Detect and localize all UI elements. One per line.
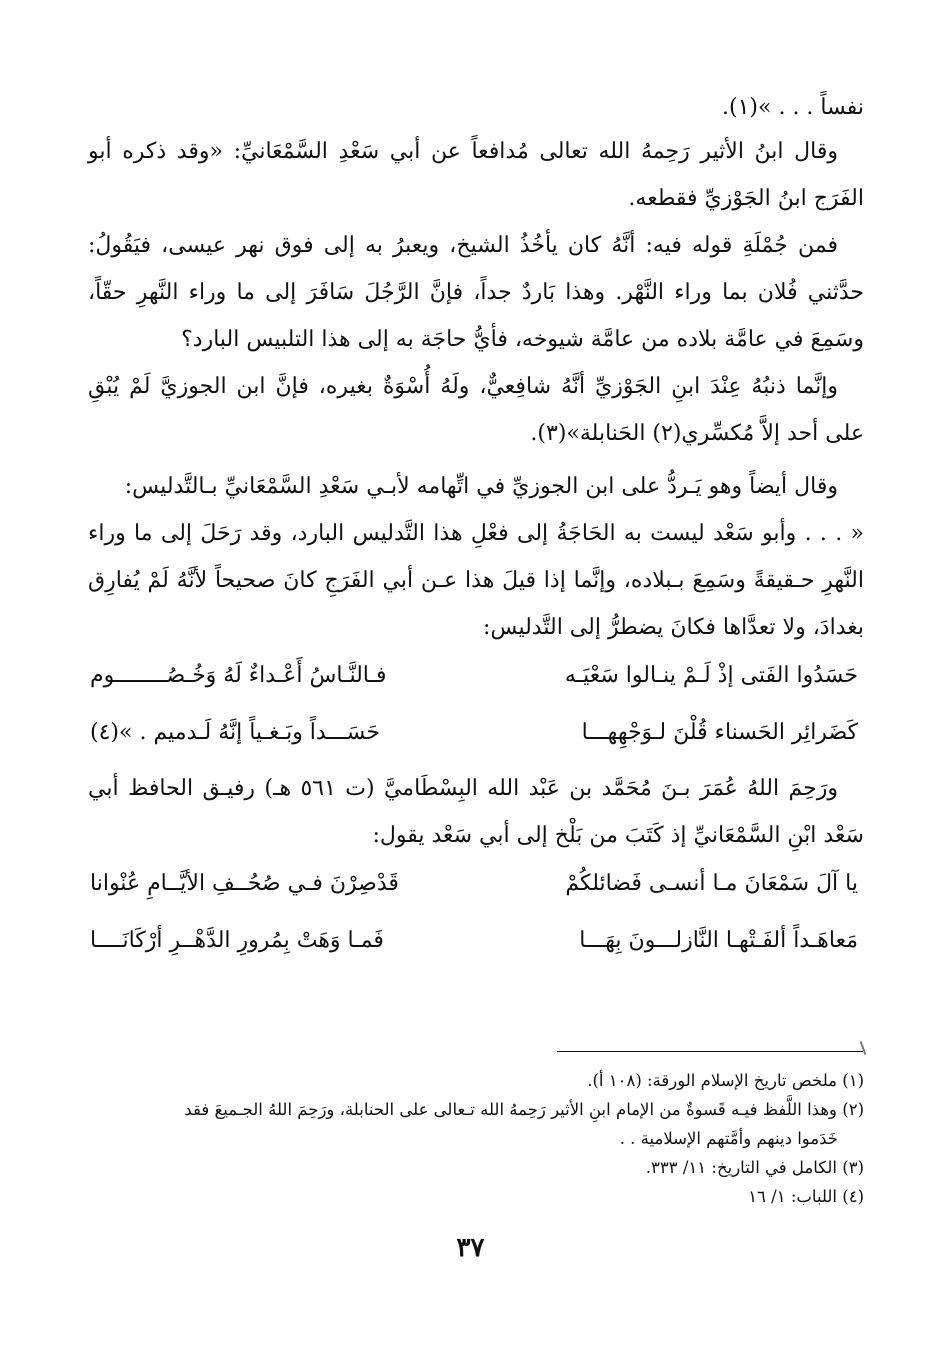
verse-line-2 — [88, 708, 864, 765]
paragraph-2: وقال ابنُ الأثير رَحِمهُ الله تعالى مُدافعاً عن أبي سَعْدِ السَّمْعَانيِّ: «وقد ذكره أبو الفَرَج ابنُ الجَوْزيِّ فقطعه. — [88, 139, 864, 211]
verse-hemistich: مَعاهَـداً ألفَـتْهـا النَّازلـــونَ بِهَـــا — [579, 928, 858, 953]
verse-line-1 — [88, 651, 864, 708]
verse-hemistich: كَضَرائِر الحَسناء قُلْنَ لـوَجْهِهـــا — [581, 720, 858, 745]
paragraph-1: نفساً . . . »(١). — [722, 95, 864, 120]
footnotes — [88, 1066, 864, 1211]
footnote-2: (٢) وهذا اللَّفظ فيـه قَسوةٌ من الإمام ابنِ الأثير رَحِمهُ الله تـعالى على الحنابلة، ورَحِمَ اللهُ الجـميعَ فقد — [184, 1100, 864, 1119]
verse-hemistich: فـالنَّـاسُ أَعْـداءٌ لَهُ وَخُـصُــــــــوم — [90, 663, 387, 688]
verse-hemistich: حَسَـــداً وبَـغـياً إنَّهُ لَـدميم . »(٤) — [90, 720, 381, 745]
footnote-1: (١) ملخص تاريخ الإسلام الورقة: (١٠٨ أ). — [587, 1071, 864, 1090]
paragraph-6: « . . . وأبو سَعْد ليست به الحَاجَةُ إلى فعْلِ هذا التَّدليس البارد، وقد رَحَلَ إلى ما وراء النَّهرِ حـقيقةً وسَمِعَ بـبلاده، وإنَّما إذا قيلَ هذا عـن أبي الفَرَجِ كانَ صحيحاً لأنَّهُ لَمْ يُفارِق بغدادَ، ولا تعدَّاها فكانَ يضطرُّ إلى التَّدليس: — [88, 521, 864, 640]
footnote-separator — [557, 1051, 863, 1052]
paragraph-7: ورَحِمَ اللهُ عُمَرَ بـنَ مُحَمَّد بن عَبْد الله البِسْطَاميَّ (ت ٥٦١ هـ) رفيـق الحافظ أبي سَعْد ابْنِ السَّمْعَانيِّ إذ كَتَبَ من بَلْخ إلى أبي سَعْد يقول: — [88, 776, 864, 848]
verse-hemistich: حَسَدُوا الفَتى إذْ لَـمْ ينـالوا سَعْيَـه — [564, 663, 858, 688]
page-number: ٣٧ — [456, 1233, 485, 1263]
paragraph-4: وإنَّما ذنبُهُ عِنْدَ ابنِ الجَوْزيِّ أنَّهُ شافِعيٌّ، ولَهُ أُسْوَةٌ بغيره، فإنَّ ابن الجوزيَّ لَمْ يُبْقِ على أحد إلاَّ مُكسِّري(٢) الحَنابلة»(٣). — [88, 374, 864, 446]
footnote-3: (٣) الكامل في التاريخ: ١١/ ٣٣٣. — [645, 1158, 864, 1177]
footnote-2-continued: خَدَموا دينهم وأمَّتهم الإسلامية . . — [619, 1129, 838, 1148]
verse-line-3 — [88, 859, 864, 916]
paragraph-5: وقال أيضاً وهو يَـردُّ على ابن الجوزيِّ في اتِّهامه لأبـي سَعْدِ السَّمْعَانيِّ بـالتَّدليس: — [124, 474, 838, 499]
verse-line-4 — [88, 916, 864, 973]
paragraph-3: فمن جُمْلَةِ قوله فيه: أنَّهُ كان يأخُذُ الشيخ، ويعبرُ به إلى فوق نهر عيسى، فيَقُولُ: حدَّثني فُلان بما وراء النَّهْر. وهذا بَاردٌ جداً، فإنَّ الرَّجُلَ سَافَرَ إلى ما وراء النَّهرِ حقّاً، وسَمِعَ في عامَّة بلاده من عامَّة شيوخه، فأيُّ حاجَة به إلى هذا التلبيس البارد؟ — [88, 233, 864, 352]
verse-hemistich: قَدْصِرْنَ فـي صُحُــفِ الأيَّــامِ عُنْوانا — [90, 871, 399, 896]
scan-mark — [860, 1041, 867, 1055]
main-text — [88, 88, 864, 973]
footnote-4: (٤) اللباب: ١/ ١٦ — [748, 1187, 864, 1206]
verse-hemistich: فَمـا وَهَتْ بِمُرورِ الدَّهْــرِ أرْكَانَــــا — [90, 928, 384, 953]
verse-hemistich: يا آلَ سَمْعَانَ مـا أنسـى فَضائلكُمْ — [565, 871, 858, 896]
